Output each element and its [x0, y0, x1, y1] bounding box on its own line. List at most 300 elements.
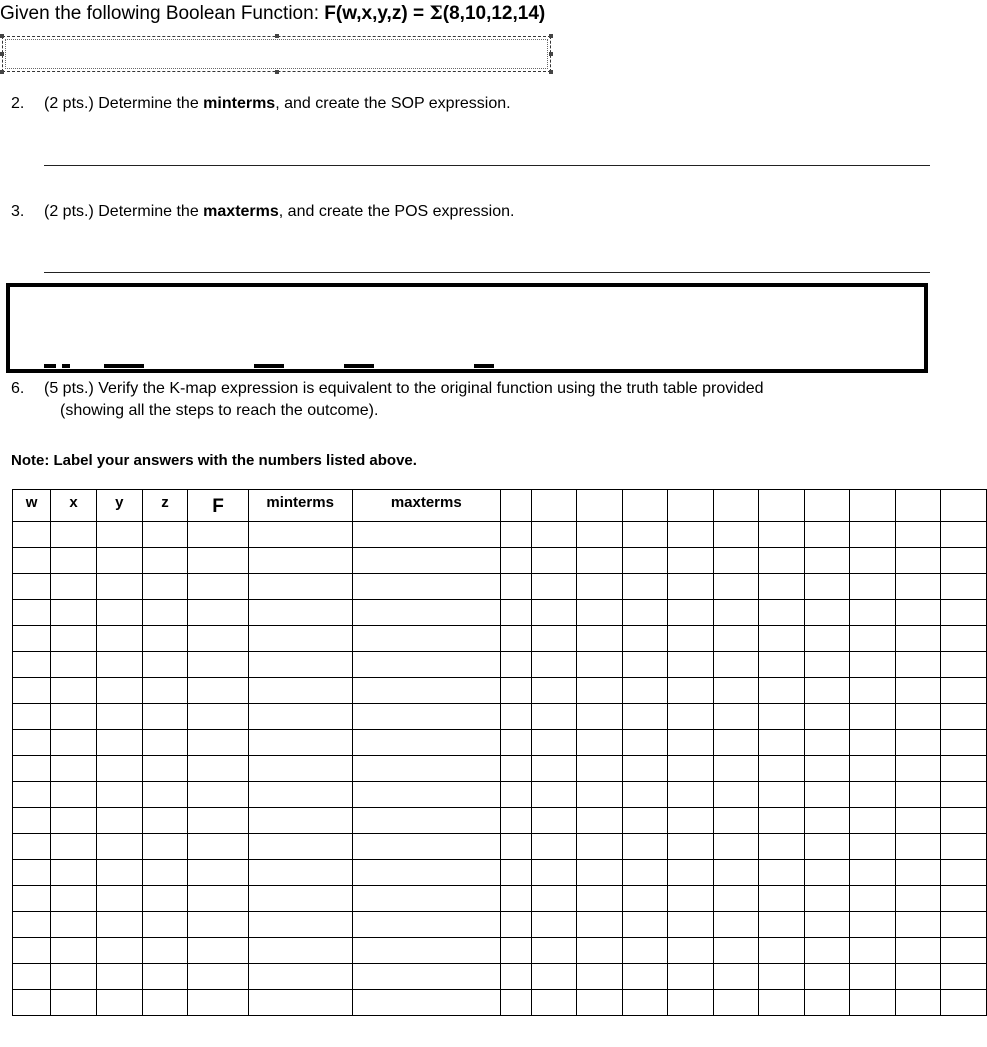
table-cell[interactable] [500, 886, 531, 912]
table-cell[interactable] [850, 808, 895, 834]
table-cell[interactable] [895, 730, 940, 756]
table-cell[interactable] [96, 626, 142, 652]
table-cell[interactable] [941, 938, 987, 964]
table-cell[interactable] [850, 912, 895, 938]
table-cell[interactable] [759, 756, 804, 782]
table-cell[interactable] [51, 600, 97, 626]
table-cell[interactable] [668, 652, 713, 678]
table-cell[interactable] [531, 912, 576, 938]
table-cell[interactable] [622, 782, 667, 808]
table-cell[interactable] [13, 704, 51, 730]
table-cell[interactable] [577, 652, 622, 678]
table-cell[interactable] [96, 964, 142, 990]
table-cell[interactable] [941, 548, 987, 574]
table-cell[interactable] [577, 782, 622, 808]
table-cell[interactable] [850, 886, 895, 912]
table-cell[interactable] [142, 574, 188, 600]
table-cell[interactable] [895, 860, 940, 886]
table-cell[interactable] [142, 548, 188, 574]
table-cell[interactable] [622, 964, 667, 990]
table-cell[interactable] [51, 808, 97, 834]
table-cell[interactable] [668, 964, 713, 990]
table-cell[interactable] [622, 574, 667, 600]
table-cell[interactable] [577, 808, 622, 834]
table-cell[interactable] [759, 782, 804, 808]
table-cell[interactable] [759, 678, 804, 704]
table-cell[interactable] [850, 990, 895, 1016]
table-cell[interactable] [500, 964, 531, 990]
selected-text-box[interactable] [2, 36, 551, 72]
table-cell[interactable] [713, 886, 758, 912]
table-cell[interactable] [248, 782, 352, 808]
table-cell[interactable] [500, 834, 531, 860]
table-cell[interactable] [51, 574, 97, 600]
table-cell[interactable] [96, 600, 142, 626]
table-cell[interactable] [895, 704, 940, 730]
table-cell[interactable] [622, 652, 667, 678]
table-cell[interactable] [142, 704, 188, 730]
table-cell[interactable] [500, 678, 531, 704]
table-cell[interactable] [188, 964, 248, 990]
table-cell[interactable] [759, 652, 804, 678]
table-cell[interactable] [759, 548, 804, 574]
table-cell[interactable] [895, 886, 940, 912]
table-cell[interactable] [248, 522, 352, 548]
resize-handle[interactable] [0, 52, 4, 56]
resize-handle[interactable] [549, 70, 553, 74]
table-cell[interactable] [804, 938, 849, 964]
table-cell[interactable] [13, 938, 51, 964]
table-cell[interactable] [668, 912, 713, 938]
table-cell[interactable] [248, 938, 352, 964]
table-cell[interactable] [13, 730, 51, 756]
table-cell[interactable] [96, 522, 142, 548]
table-cell[interactable] [759, 886, 804, 912]
table-cell[interactable] [248, 834, 352, 860]
table-cell[interactable] [577, 626, 622, 652]
table-cell[interactable] [713, 678, 758, 704]
table-cell[interactable] [713, 626, 758, 652]
table-cell[interactable] [142, 990, 188, 1016]
table-cell[interactable] [13, 574, 51, 600]
table-cell[interactable] [895, 756, 940, 782]
table-cell[interactable] [622, 522, 667, 548]
table-cell[interactable] [248, 548, 352, 574]
table-cell[interactable] [500, 574, 531, 600]
table-cell[interactable] [142, 600, 188, 626]
table-cell[interactable] [531, 808, 576, 834]
table-cell[interactable] [577, 548, 622, 574]
table-cell[interactable] [142, 938, 188, 964]
table-cell[interactable] [142, 782, 188, 808]
table-cell[interactable] [713, 964, 758, 990]
table-cell[interactable] [352, 912, 500, 938]
table-cell[interactable] [941, 912, 987, 938]
table-cell[interactable] [713, 652, 758, 678]
table-cell[interactable] [96, 834, 142, 860]
table-cell[interactable] [850, 678, 895, 704]
table-cell[interactable] [668, 678, 713, 704]
table-cell[interactable] [804, 912, 849, 938]
table-cell[interactable] [850, 730, 895, 756]
table-cell[interactable] [941, 834, 987, 860]
table-cell[interactable] [188, 600, 248, 626]
table-cell[interactable] [352, 938, 500, 964]
table-cell[interactable] [622, 834, 667, 860]
table-cell[interactable] [577, 704, 622, 730]
table-cell[interactable] [577, 574, 622, 600]
table-cell[interactable] [577, 730, 622, 756]
table-cell[interactable] [500, 548, 531, 574]
table-cell[interactable] [96, 912, 142, 938]
table-cell[interactable] [804, 990, 849, 1016]
table-cell[interactable] [713, 548, 758, 574]
table-cell[interactable] [804, 574, 849, 600]
table-cell[interactable] [895, 782, 940, 808]
table-cell[interactable] [713, 704, 758, 730]
table-cell[interactable] [13, 886, 51, 912]
table-cell[interactable] [577, 912, 622, 938]
table-cell[interactable] [941, 574, 987, 600]
table-cell[interactable] [577, 834, 622, 860]
table-cell[interactable] [759, 938, 804, 964]
table-cell[interactable] [500, 990, 531, 1016]
table-cell[interactable] [352, 522, 500, 548]
table-cell[interactable] [248, 600, 352, 626]
resize-handle[interactable] [549, 34, 553, 38]
table-cell[interactable] [622, 860, 667, 886]
table-cell[interactable] [531, 964, 576, 990]
table-cell[interactable] [668, 860, 713, 886]
table-cell[interactable] [96, 548, 142, 574]
table-cell[interactable] [850, 938, 895, 964]
table-cell[interactable] [500, 522, 531, 548]
table-cell[interactable] [352, 600, 500, 626]
table-cell[interactable] [13, 626, 51, 652]
table-cell[interactable] [500, 938, 531, 964]
table-cell[interactable] [531, 626, 576, 652]
table-cell[interactable] [248, 704, 352, 730]
table-cell[interactable] [142, 964, 188, 990]
table-cell[interactable] [622, 886, 667, 912]
table-cell[interactable] [804, 548, 849, 574]
table-cell[interactable] [51, 522, 97, 548]
table-cell[interactable] [531, 834, 576, 860]
table-cell[interactable] [500, 912, 531, 938]
table-cell[interactable] [96, 574, 142, 600]
table-cell[interactable] [713, 600, 758, 626]
table-cell[interactable] [941, 600, 987, 626]
table-cell[interactable] [51, 990, 97, 1016]
table-cell[interactable] [500, 600, 531, 626]
table-cell[interactable] [850, 626, 895, 652]
table-cell[interactable] [622, 912, 667, 938]
table-cell[interactable] [804, 834, 849, 860]
table-cell[interactable] [51, 912, 97, 938]
table-cell[interactable] [96, 808, 142, 834]
table-cell[interactable] [142, 886, 188, 912]
table-cell[interactable] [668, 990, 713, 1016]
table-cell[interactable] [850, 782, 895, 808]
table-cell[interactable] [13, 782, 51, 808]
table-cell[interactable] [895, 938, 940, 964]
table-cell[interactable] [13, 600, 51, 626]
table-cell[interactable] [531, 600, 576, 626]
table-cell[interactable] [352, 730, 500, 756]
table-cell[interactable] [895, 652, 940, 678]
table-cell[interactable] [248, 574, 352, 600]
table-cell[interactable] [713, 782, 758, 808]
table-cell[interactable] [759, 990, 804, 1016]
table-cell[interactable] [577, 600, 622, 626]
table-cell[interactable] [668, 704, 713, 730]
table-cell[interactable] [188, 678, 248, 704]
table-cell[interactable] [804, 886, 849, 912]
table-cell[interactable] [622, 626, 667, 652]
table-cell[interactable] [622, 704, 667, 730]
table-cell[interactable] [142, 730, 188, 756]
table-cell[interactable] [352, 886, 500, 912]
table-cell[interactable] [248, 730, 352, 756]
table-cell[interactable] [51, 626, 97, 652]
table-cell[interactable] [188, 756, 248, 782]
table-cell[interactable] [759, 704, 804, 730]
table-cell[interactable] [804, 860, 849, 886]
table-cell[interactable] [759, 912, 804, 938]
table-cell[interactable] [248, 860, 352, 886]
table-cell[interactable] [941, 626, 987, 652]
table-cell[interactable] [850, 834, 895, 860]
table-cell[interactable] [142, 522, 188, 548]
table-cell[interactable] [850, 704, 895, 730]
table-cell[interactable] [577, 990, 622, 1016]
table-cell[interactable] [188, 522, 248, 548]
table-cell[interactable] [51, 938, 97, 964]
table-cell[interactable] [352, 834, 500, 860]
table-cell[interactable] [668, 834, 713, 860]
table-cell[interactable] [713, 730, 758, 756]
table-cell[interactable] [622, 808, 667, 834]
table-cell[interactable] [895, 964, 940, 990]
table-cell[interactable] [188, 860, 248, 886]
table-cell[interactable] [713, 808, 758, 834]
table-cell[interactable] [668, 756, 713, 782]
table-cell[interactable] [804, 730, 849, 756]
table-cell[interactable] [352, 626, 500, 652]
table-cell[interactable] [668, 808, 713, 834]
table-cell[interactable] [142, 808, 188, 834]
table-cell[interactable] [142, 626, 188, 652]
table-cell[interactable] [531, 730, 576, 756]
table-cell[interactable] [248, 964, 352, 990]
table-cell[interactable] [96, 938, 142, 964]
table-cell[interactable] [713, 756, 758, 782]
table-cell[interactable] [622, 938, 667, 964]
table-cell[interactable] [895, 678, 940, 704]
table-cell[interactable] [577, 756, 622, 782]
table-cell[interactable] [668, 626, 713, 652]
table-cell[interactable] [96, 782, 142, 808]
table-cell[interactable] [188, 548, 248, 574]
answer-line-2[interactable] [44, 165, 930, 166]
table-cell[interactable] [941, 704, 987, 730]
table-cell[interactable] [96, 756, 142, 782]
table-cell[interactable] [804, 756, 849, 782]
table-cell[interactable] [850, 652, 895, 678]
table-cell[interactable] [188, 938, 248, 964]
table-cell[interactable] [895, 990, 940, 1016]
table-cell[interactable] [96, 860, 142, 886]
table-cell[interactable] [248, 652, 352, 678]
table-cell[interactable] [713, 522, 758, 548]
table-cell[interactable] [804, 678, 849, 704]
table-cell[interactable] [759, 808, 804, 834]
table-cell[interactable] [531, 678, 576, 704]
table-cell[interactable] [352, 782, 500, 808]
table-cell[interactable] [804, 782, 849, 808]
table-cell[interactable] [531, 574, 576, 600]
table-cell[interactable] [13, 990, 51, 1016]
table-cell[interactable] [941, 808, 987, 834]
table-cell[interactable] [668, 782, 713, 808]
table-cell[interactable] [352, 704, 500, 730]
table-cell[interactable] [622, 990, 667, 1016]
table-cell[interactable] [850, 964, 895, 990]
resize-handle[interactable] [275, 70, 279, 74]
table-cell[interactable] [500, 704, 531, 730]
resize-handle[interactable] [275, 34, 279, 38]
table-cell[interactable] [51, 730, 97, 756]
table-cell[interactable] [941, 964, 987, 990]
table-cell[interactable] [850, 756, 895, 782]
table-cell[interactable] [895, 600, 940, 626]
table-cell[interactable] [531, 548, 576, 574]
table-cell[interactable] [500, 808, 531, 834]
table-cell[interactable] [804, 522, 849, 548]
table-cell[interactable] [531, 782, 576, 808]
table-cell[interactable] [13, 834, 51, 860]
table-cell[interactable] [142, 860, 188, 886]
table-cell[interactable] [51, 652, 97, 678]
table-cell[interactable] [352, 574, 500, 600]
table-cell[interactable] [188, 808, 248, 834]
resize-handle[interactable] [549, 52, 553, 56]
table-cell[interactable] [352, 964, 500, 990]
table-cell[interactable] [850, 548, 895, 574]
table-cell[interactable] [850, 522, 895, 548]
table-cell[interactable] [622, 678, 667, 704]
table-cell[interactable] [577, 860, 622, 886]
table-cell[interactable] [531, 938, 576, 964]
table-cell[interactable] [248, 626, 352, 652]
table-cell[interactable] [188, 912, 248, 938]
table-cell[interactable] [500, 626, 531, 652]
table-cell[interactable] [895, 834, 940, 860]
table-cell[interactable] [759, 730, 804, 756]
table-cell[interactable] [577, 678, 622, 704]
table-cell[interactable] [248, 678, 352, 704]
table-cell[interactable] [188, 834, 248, 860]
table-cell[interactable] [577, 964, 622, 990]
table-cell[interactable] [895, 912, 940, 938]
table-cell[interactable] [622, 548, 667, 574]
table-cell[interactable] [531, 860, 576, 886]
table-cell[interactable] [531, 652, 576, 678]
table-cell[interactable] [759, 574, 804, 600]
table-cell[interactable] [668, 574, 713, 600]
table-cell[interactable] [500, 782, 531, 808]
table-cell[interactable] [804, 964, 849, 990]
table-cell[interactable] [142, 834, 188, 860]
table-cell[interactable] [248, 990, 352, 1016]
table-cell[interactable] [713, 938, 758, 964]
table-cell[interactable] [142, 678, 188, 704]
table-cell[interactable] [759, 522, 804, 548]
table-cell[interactable] [96, 652, 142, 678]
table-cell[interactable] [188, 652, 248, 678]
table-cell[interactable] [352, 652, 500, 678]
table-cell[interactable] [668, 730, 713, 756]
table-cell[interactable] [96, 990, 142, 1016]
table-cell[interactable] [500, 860, 531, 886]
answer-line-3[interactable] [44, 272, 930, 273]
table-cell[interactable] [622, 756, 667, 782]
table-cell[interactable] [895, 808, 940, 834]
table-cell[interactable] [96, 730, 142, 756]
table-cell[interactable] [142, 652, 188, 678]
table-cell[interactable] [850, 574, 895, 600]
table-cell[interactable] [13, 548, 51, 574]
table-cell[interactable] [248, 808, 352, 834]
table-cell[interactable] [142, 912, 188, 938]
table-cell[interactable] [531, 704, 576, 730]
table-cell[interactable] [941, 522, 987, 548]
table-cell[interactable] [804, 626, 849, 652]
table-cell[interactable] [188, 886, 248, 912]
table-cell[interactable] [96, 678, 142, 704]
table-cell[interactable] [622, 730, 667, 756]
table-cell[interactable] [895, 574, 940, 600]
table-cell[interactable] [895, 548, 940, 574]
table-cell[interactable] [142, 756, 188, 782]
table-cell[interactable] [804, 808, 849, 834]
table-cell[interactable] [13, 964, 51, 990]
table-cell[interactable] [531, 990, 576, 1016]
table-cell[interactable] [352, 990, 500, 1016]
table-cell[interactable] [51, 782, 97, 808]
table-cell[interactable] [941, 652, 987, 678]
table-cell[interactable] [668, 548, 713, 574]
table-cell[interactable] [51, 704, 97, 730]
table-cell[interactable] [941, 756, 987, 782]
table-cell[interactable] [352, 808, 500, 834]
table-cell[interactable] [941, 730, 987, 756]
table-cell[interactable] [759, 834, 804, 860]
table-cell[interactable] [188, 704, 248, 730]
table-cell[interactable] [352, 756, 500, 782]
table-cell[interactable] [850, 600, 895, 626]
table-cell[interactable] [352, 678, 500, 704]
table-cell[interactable] [13, 678, 51, 704]
table-cell[interactable] [51, 964, 97, 990]
table-cell[interactable] [531, 522, 576, 548]
table-cell[interactable] [188, 990, 248, 1016]
table-cell[interactable] [13, 756, 51, 782]
resize-handle[interactable] [0, 34, 4, 38]
table-cell[interactable] [96, 886, 142, 912]
table-cell[interactable] [713, 574, 758, 600]
table-cell[interactable] [850, 860, 895, 886]
